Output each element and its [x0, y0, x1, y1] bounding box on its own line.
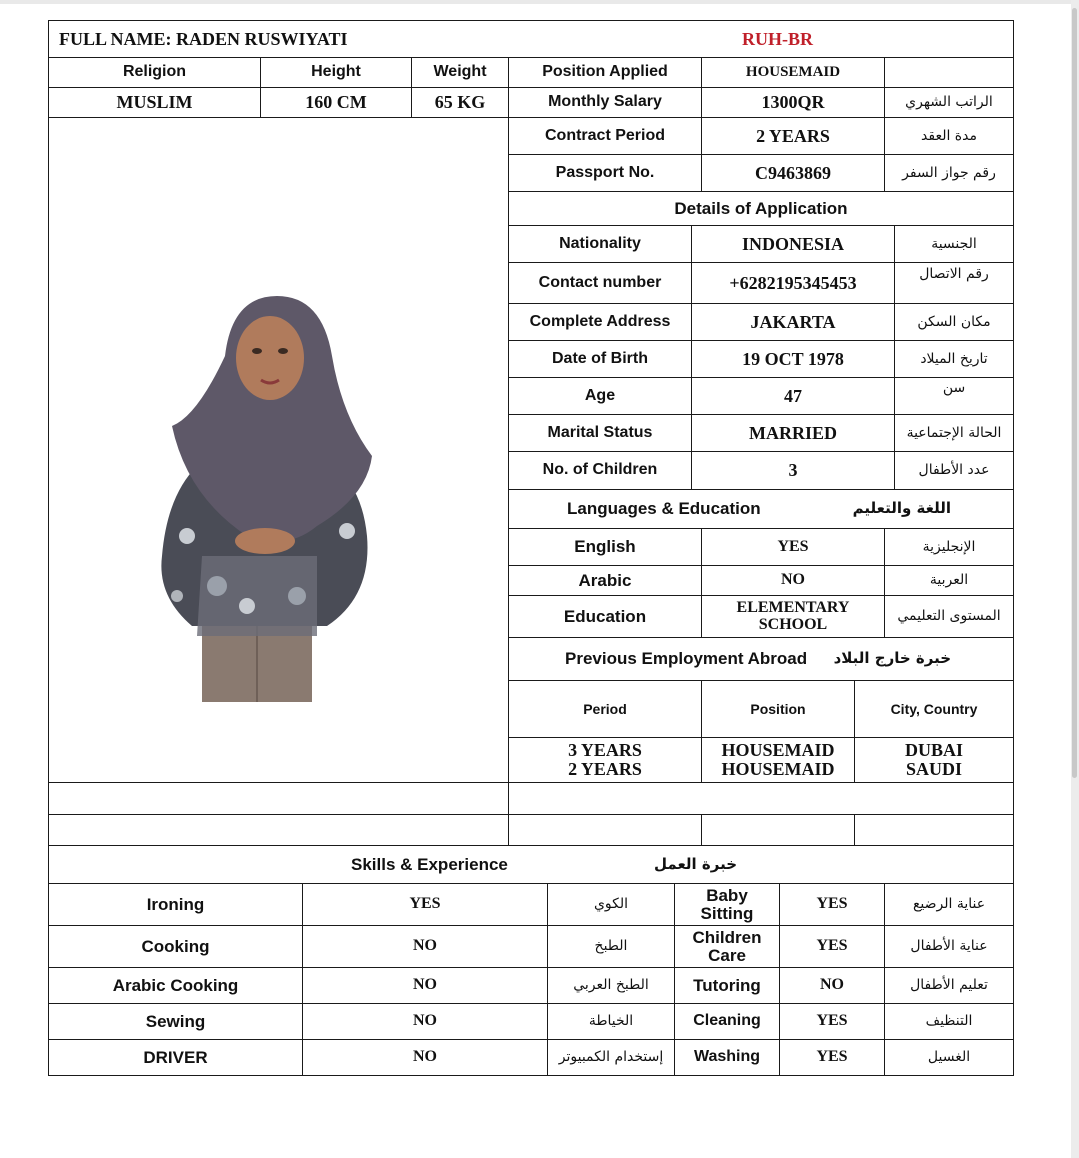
position-applied-value: HOUSEMAID	[701, 57, 885, 88]
address-ar: مكان السكن	[894, 303, 1014, 341]
arabic-ar: العربية	[884, 565, 1014, 596]
skills-title-row	[48, 845, 1014, 884]
skills-title-ar: خبرة العمل	[654, 854, 738, 873]
employment-city-2: SAUDI	[905, 759, 962, 779]
age-value: 47	[691, 377, 895, 415]
weight-value: 65 KG	[411, 87, 509, 118]
monthly-salary-value: 1300QR	[701, 87, 885, 118]
position-header: Position	[701, 680, 855, 738]
skill-ironing: Ironing	[48, 883, 303, 926]
english-label: English	[508, 528, 702, 566]
monthly-salary-label: Monthly Salary	[508, 87, 702, 118]
languages-title-ar: اللغة والتعليم	[852, 499, 951, 518]
weight-label: Weight	[411, 57, 509, 88]
skill-tutoring-ar: تعليم الأطفال	[884, 967, 1014, 1004]
passport-value: C9463869	[701, 154, 885, 192]
period-header: Period	[508, 680, 702, 738]
contact-label: Contact number	[508, 262, 692, 304]
education-value-line2: SCHOOL	[758, 615, 828, 633]
employment-period-1: 3 YEARS	[568, 740, 642, 761]
skill-driver-value: NO	[302, 1039, 548, 1076]
address-value: JAKARTA	[691, 303, 895, 341]
dob-label: Date of Birth	[508, 340, 692, 378]
employment-city-1: DUBAI	[904, 740, 963, 761]
photo-frame	[48, 117, 509, 783]
skill-driver-ar: إستخدام الكمبيوتر	[547, 1039, 675, 1076]
skill-baby-sitting-l2: Sitting	[700, 903, 754, 923]
city-header: City, Country	[854, 680, 1014, 738]
scrollbar[interactable]	[1071, 0, 1079, 1158]
skill-children-care	[674, 925, 780, 968]
skill-children-care-value: YES	[779, 925, 885, 968]
education-value-line1: ELEMENTARY	[736, 598, 850, 616]
religion-label: Religion	[48, 57, 261, 88]
position-applied-ar	[884, 57, 1014, 88]
skill-cleaning: Cleaning	[674, 1003, 780, 1040]
skill-washing: Washing	[674, 1039, 780, 1076]
employment-periods	[508, 737, 702, 783]
skill-washing-ar: الغسيل	[884, 1039, 1014, 1076]
employment-position-1: HOUSEMAID	[721, 740, 835, 761]
nationality-value: INDONESIA	[691, 225, 895, 263]
marital-label: Marital Status	[508, 414, 692, 452]
contract-period-label: Contract Period	[508, 117, 702, 155]
full-name-row	[48, 20, 1014, 58]
reference-code: RUH-BR	[742, 28, 813, 49]
education-label: Education	[508, 595, 702, 638]
height-label: Height	[260, 57, 412, 88]
children-value: 3	[691, 451, 895, 490]
skill-sewing: Sewing	[48, 1003, 303, 1040]
monthly-salary-ar: الراتب الشهري	[884, 87, 1014, 118]
skill-ironing-value: YES	[302, 883, 548, 926]
employment-period-2: 2 YEARS	[568, 759, 642, 779]
top-edge	[0, 0, 1079, 4]
english-value: YES	[701, 528, 885, 566]
empty-cell	[508, 814, 702, 846]
skill-cooking-value: NO	[302, 925, 548, 968]
contact-value: +6282195345453	[691, 262, 895, 304]
skill-tutoring-value: NO	[779, 967, 885, 1004]
contract-period-value: 2 YEARS	[701, 117, 885, 155]
scrollbar-thumb[interactable]	[1072, 8, 1077, 778]
passport-label: Passport No.	[508, 154, 702, 192]
contract-period-ar: مدة العقد	[884, 117, 1014, 155]
skill-cleaning-value: YES	[779, 1003, 885, 1040]
employment-positions	[701, 737, 855, 783]
skill-tutoring: Tutoring	[674, 967, 780, 1004]
children-label: No. of Children	[508, 451, 692, 490]
skill-baby-sitting-ar: عناية الرضيع	[884, 883, 1014, 926]
contact-ar: رقم الاتصال	[894, 262, 1014, 304]
employment-title: Previous Employment Abroad	[565, 649, 808, 669]
languages-title: Languages & Education	[567, 499, 761, 519]
skill-ironing-ar: الكوي	[547, 883, 675, 926]
skill-baby-sitting-value: YES	[779, 883, 885, 926]
full-name-label: FULL NAME:	[59, 28, 172, 49]
skill-arabic-cooking: Arabic Cooking	[48, 967, 303, 1004]
skill-children-care-ar: عناية الأطفال	[884, 925, 1014, 968]
details-title: Details of Application	[508, 191, 1014, 226]
full-name-value: RADEN RUSWIYATI	[176, 28, 348, 49]
dob-value: 19 OCT 1978	[691, 340, 895, 378]
english-ar: الإنجليزية	[884, 528, 1014, 566]
skill-baby-sitting	[674, 883, 780, 926]
skill-sewing-value: NO	[302, 1003, 548, 1040]
children-ar: عدد الأطفال	[894, 451, 1014, 490]
skill-arabic-cooking-value: NO	[302, 967, 548, 1004]
marital-ar: الحالة الإجتماعية	[894, 414, 1014, 452]
age-ar: سن	[894, 377, 1014, 415]
skill-driver: DRIVER	[48, 1039, 303, 1076]
empty-cell	[508, 782, 1014, 815]
empty-cell	[701, 814, 855, 846]
address-label: Complete Address	[508, 303, 692, 341]
marital-value: MARRIED	[691, 414, 895, 452]
skill-washing-value: YES	[779, 1039, 885, 1076]
dob-ar: تاريخ الميلاد	[894, 340, 1014, 378]
languages-title-row	[508, 489, 1014, 529]
religion-value: MUSLIM	[48, 87, 261, 118]
empty-cell	[48, 782, 509, 815]
employment-position-2: HOUSEMAID	[721, 759, 835, 779]
education-ar: المستوى التعليمي	[884, 595, 1014, 638]
applicant-photo	[157, 296, 397, 706]
passport-ar: رقم جواز السفر	[884, 154, 1014, 192]
arabic-label: Arabic	[508, 565, 702, 596]
skill-sewing-ar: الخياطة	[547, 1003, 675, 1040]
arabic-value: NO	[701, 565, 885, 596]
employment-cities	[854, 737, 1014, 783]
education-value	[701, 595, 885, 638]
empty-cell	[48, 814, 509, 846]
skill-cleaning-ar: التنظيف	[884, 1003, 1014, 1040]
position-applied-label: Position Applied	[508, 57, 702, 88]
skill-arabic-cooking-ar: الطبخ العربي	[547, 967, 675, 1004]
employment-title-row	[508, 637, 1014, 681]
empty-cell	[854, 814, 1014, 846]
skill-baby-sitting-l1: Baby	[706, 885, 748, 905]
nationality-label: Nationality	[508, 225, 692, 263]
skill-cooking: Cooking	[48, 925, 303, 968]
skills-title: Skills & Experience	[351, 854, 508, 874]
employment-title-ar: خبرة خارج البلاد	[833, 649, 951, 668]
skill-children-care-l1: Children	[692, 927, 762, 947]
age-label: Age	[508, 377, 692, 415]
height-value: 160 CM	[260, 87, 412, 118]
skill-cooking-ar: الطبخ	[547, 925, 675, 968]
skill-children-care-l2: Care	[708, 945, 746, 965]
nationality-ar: الجنسية	[894, 225, 1014, 263]
